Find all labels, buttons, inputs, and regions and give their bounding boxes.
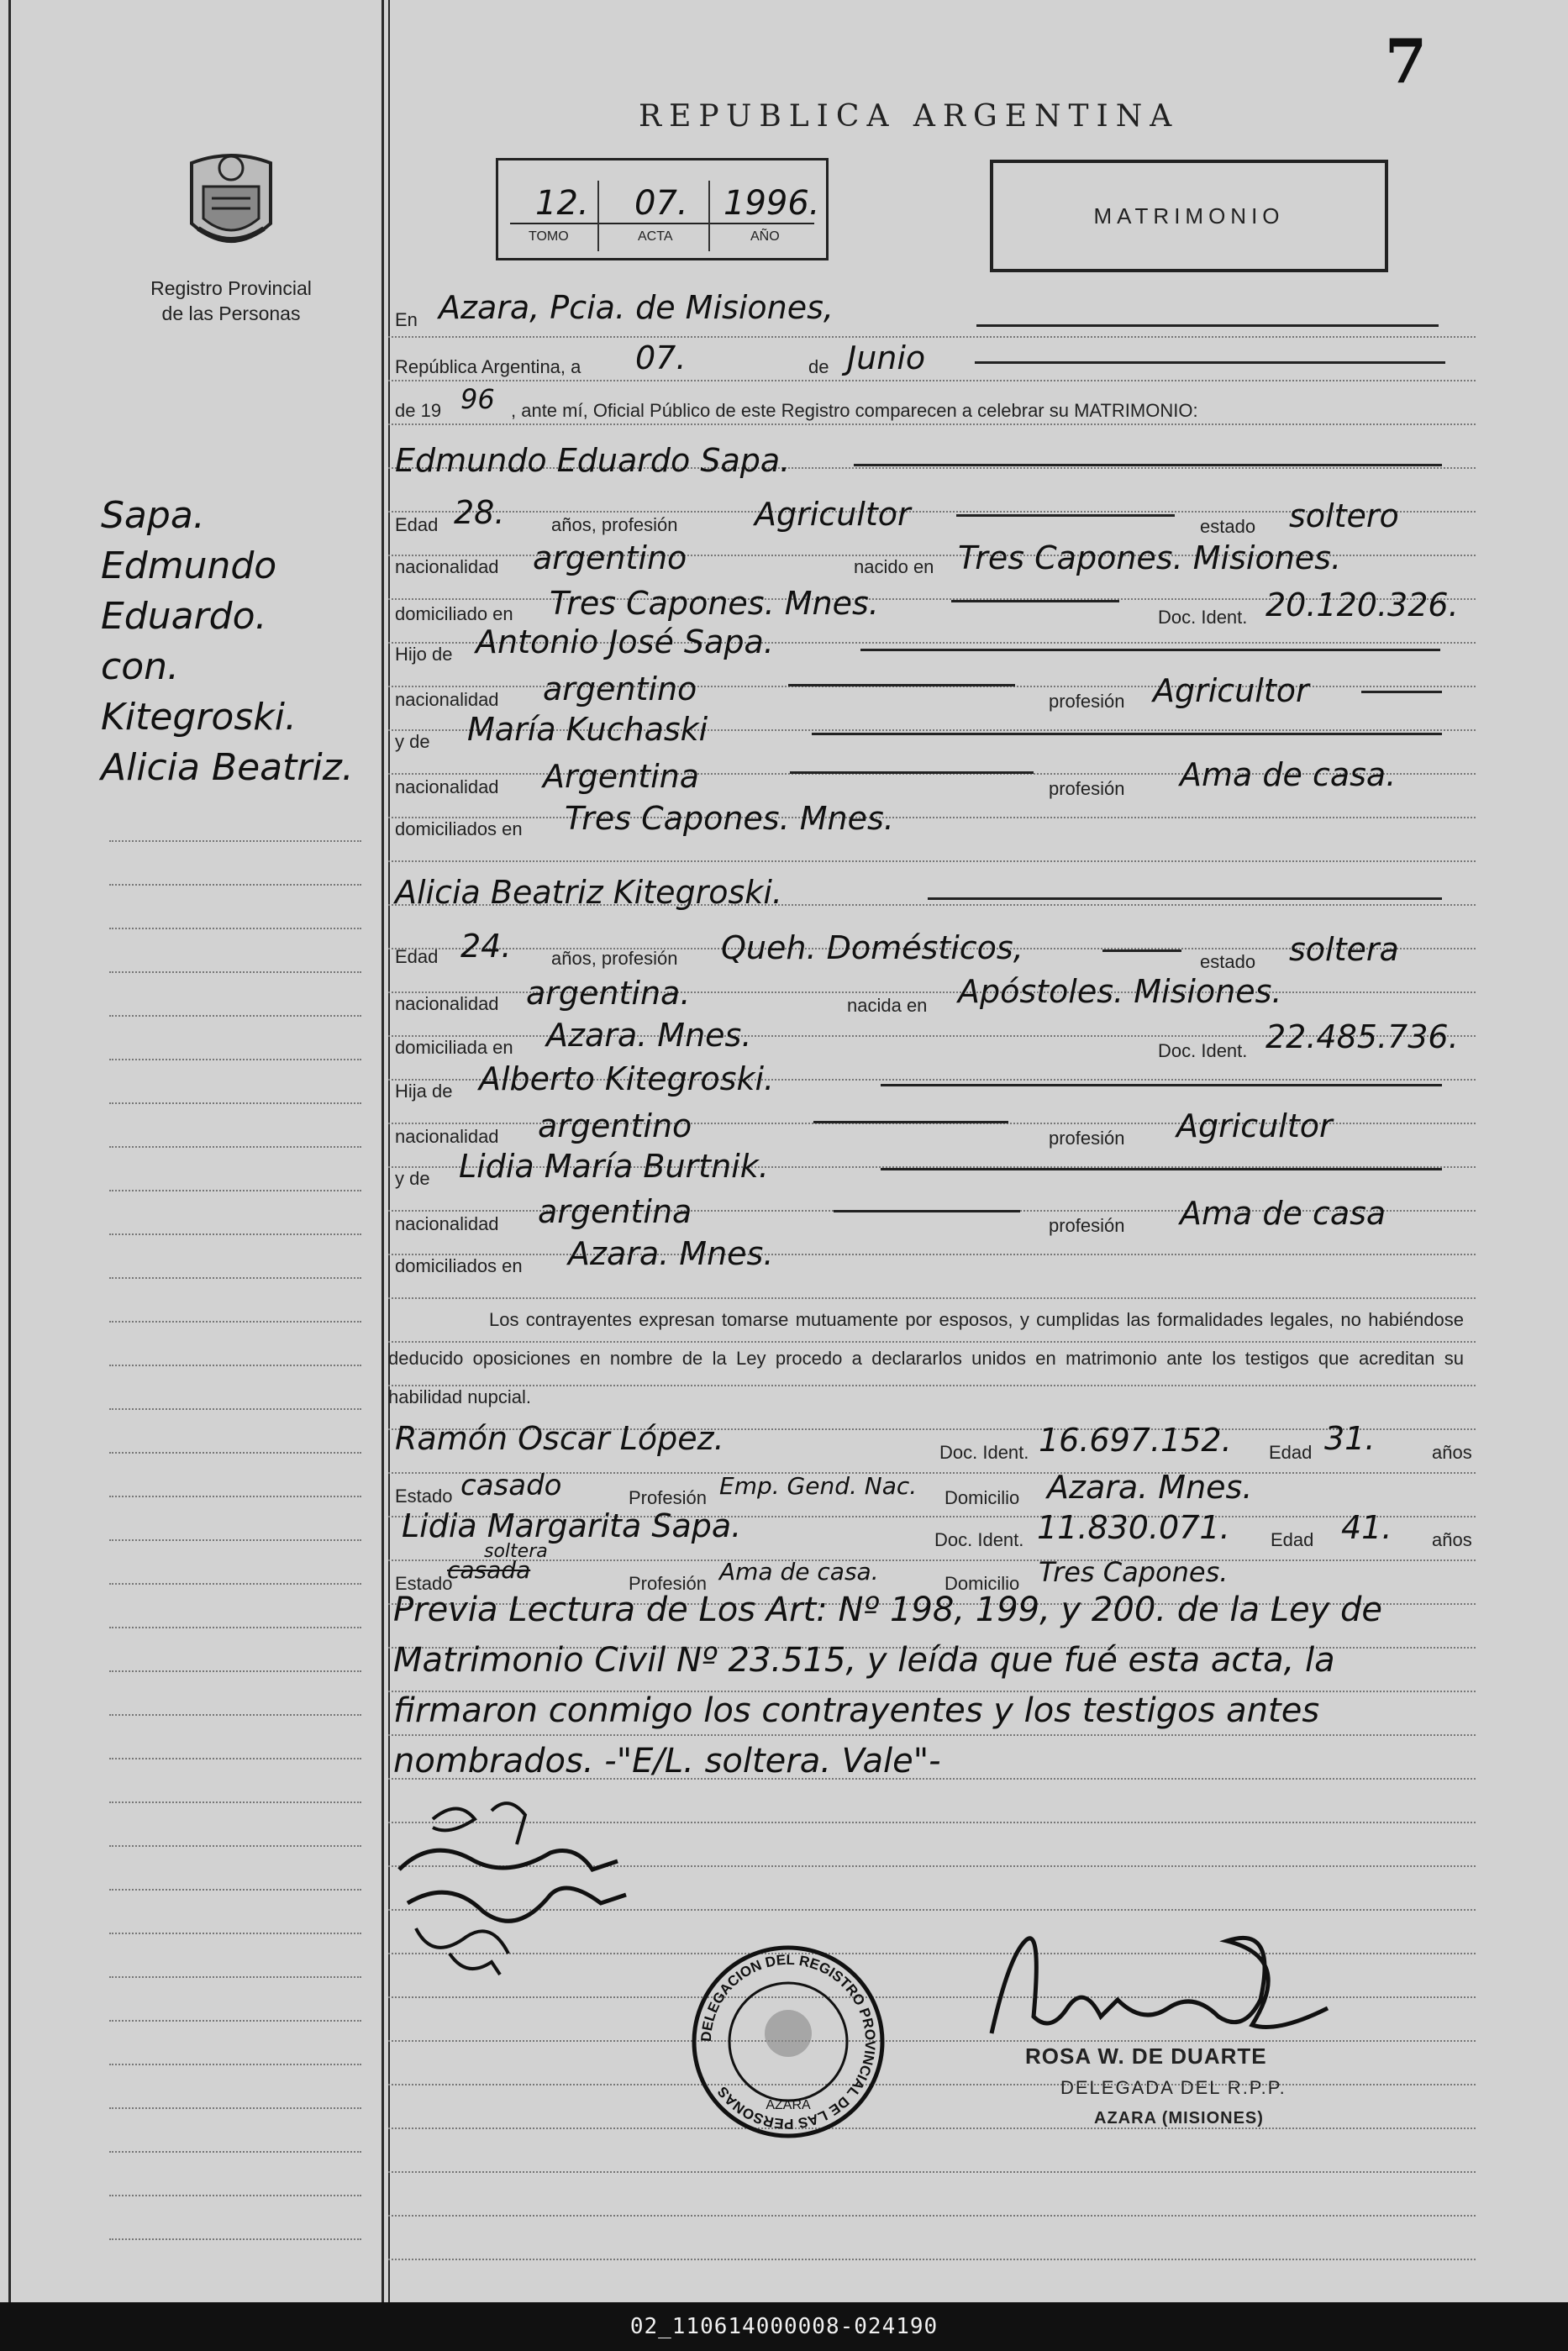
margin-ruled-line	[109, 1845, 361, 1847]
witness-1-age: 31.	[1324, 1420, 1376, 1457]
groom-parents-domicile: Tres Capones. Mnes.	[565, 800, 894, 837]
groom-father: Antonio José Sapa.	[476, 623, 774, 660]
groom-mother-label: y de	[395, 731, 430, 752]
witness-2-status: soltera	[484, 1541, 548, 1562]
groom-domicile: Tres Capones. Mnes.	[550, 585, 879, 622]
witness-2-doc-label: Doc. Ident.	[934, 1529, 1024, 1550]
fill-dash	[881, 1168, 1442, 1170]
fill-dash	[951, 600, 1119, 602]
groom-nationality-label: nacionalidad	[395, 556, 499, 577]
groom-parents-domicile-label: domiciliados en	[395, 818, 523, 839]
provincial-seal-icon	[187, 148, 276, 257]
groom-name: Edmundo Eduardo Sapa.	[395, 442, 791, 479]
ruled-line	[388, 860, 1476, 862]
ruled-line	[388, 2215, 1476, 2217]
fill-dash	[956, 514, 1175, 517]
day-value: 07.	[635, 339, 687, 376]
margin-ruled-line	[109, 1190, 361, 1191]
margin-note-line: Kitegroski.	[101, 696, 297, 739]
bride-doc-label: Doc. Ident.	[1158, 1040, 1248, 1061]
registry-line-1: Registro Provincial	[150, 277, 312, 299]
ruled-line	[388, 380, 1476, 381]
groom-mother-nationality-label: nacionalidad	[395, 776, 499, 797]
margin-ruled-line	[109, 971, 361, 973]
margin-ruled-line	[109, 1146, 361, 1148]
bride-father-profession-label: profesión	[1049, 1128, 1125, 1149]
year-prefix-label: de 19	[395, 400, 442, 421]
bride-domicile: Azara. Mnes.	[546, 1017, 752, 1054]
ruled-line	[388, 1297, 1476, 1299]
ruled-line	[388, 817, 1476, 818]
margin-ruled-line	[109, 1408, 361, 1410]
bride-father-nationality: argentino	[538, 1107, 692, 1144]
witness-1-status-label: Estado	[395, 1486, 453, 1507]
margin-ruled-line	[109, 1583, 361, 1585]
fill-dash	[790, 771, 1034, 774]
ruled-line	[388, 2259, 1476, 2260]
en-label: En	[395, 309, 418, 330]
margin-ruled-line	[109, 1627, 361, 1628]
closing-note: Previa Lectura de Los Art: Nº 198, 199, y 200. de la Ley de Matrimonio Civil Nº 23.515, y leída que fué esta acta, la firmaron conmigo los contrayentes y los testigos antes nombrados. -"E/L. soltera. Vale"-	[393, 1591, 1383, 1780]
groom-age-label: Edad	[395, 514, 439, 535]
witness-2-profession-label: Profesión	[629, 1573, 707, 1594]
declaration-paragraph: Los contrayentes expresan tomarse mutuamente por esposos, y cumplidas las formalidades legales, no habiéndose deducido oposiciones en nombre de la Ley procedo a declararlos unidos en matrimonio ante los testigos que acreditan su habilidad nupcial.	[388, 1309, 1464, 1407]
bride-parents-domicile-label: domiciliados en	[395, 1255, 523, 1276]
witness-2-status-label: Estado	[395, 1573, 453, 1594]
witness-1-profession: Emp. Gend. Nac.	[719, 1472, 918, 1500]
witness-2-profession: Ama de casa.	[719, 1558, 879, 1586]
fill-dash	[834, 1210, 1020, 1212]
bride-birthplace: Apóstoles. Misiones.	[958, 973, 1282, 1010]
margin-ruled-line	[109, 1976, 361, 1978]
groom-birthplace-label: nacido en	[854, 556, 934, 577]
margin-ruled-line	[109, 1059, 361, 1060]
bride-mother-label: y de	[395, 1168, 430, 1189]
margin-ruled-line	[109, 1277, 361, 1279]
witness-1-status: casado	[460, 1469, 562, 1502]
bride-doc: 22.485.736.	[1265, 1018, 1459, 1055]
registry-line-2: de las Personas	[161, 302, 301, 324]
witness-1-domicile: Azara. Mnes.	[1047, 1469, 1253, 1506]
witness-1-years-label: años	[1432, 1442, 1472, 1463]
margin-ruled-line	[109, 1933, 361, 1934]
bride-father-profession: Agricultor	[1176, 1107, 1333, 1144]
witness-1-domicile-label: Domicilio	[944, 1487, 1020, 1508]
groom-status: soltero	[1289, 497, 1399, 534]
delegation-stamp-icon	[687, 1941, 889, 2143]
margin-ruled-line	[109, 1365, 361, 1366]
groom-doc-label: Doc. Ident.	[1158, 607, 1248, 628]
witness-2-status-struck: casada	[447, 1556, 531, 1584]
bride-name: Alicia Beatriz Kitegroski.	[395, 874, 782, 911]
margin-ruled-line	[109, 2238, 361, 2240]
bride-status-label: estado	[1200, 951, 1256, 972]
groom-father-label: Hijo de	[395, 644, 453, 665]
margin-ruled-line	[109, 1801, 361, 1803]
acta-label: ACTA	[638, 229, 673, 244]
officer-role: DELEGADA DEL R.P.P.	[1060, 2077, 1286, 2098]
margin-ruled-line	[109, 2107, 361, 2109]
bride-parents-domicile: Azara. Mnes.	[568, 1235, 774, 1272]
bride-domicile-label: domiciliada en	[395, 1037, 513, 1058]
margin-ruled-line	[109, 1321, 361, 1323]
reference-box	[496, 158, 829, 260]
act-type-box: MATRIMONIO	[990, 160, 1388, 272]
month-value: Junio	[847, 339, 926, 376]
margin-ruled-line	[109, 1102, 361, 1104]
fill-dash	[812, 733, 1442, 735]
margin-ruled-line	[109, 2064, 361, 2065]
witness-1-profession-label: Profesión	[629, 1487, 707, 1508]
margin-ruled-line	[109, 1670, 361, 1672]
groom-nationality: argentino	[533, 539, 687, 576]
bride-nationality-label: nacionalidad	[395, 993, 499, 1014]
bride-status: soltera	[1289, 931, 1399, 968]
margin-note-line: Alicia Beatriz.	[101, 746, 354, 789]
witness-1-doc-label: Doc. Ident.	[939, 1442, 1029, 1463]
officer-name: ROSA W. DE DUARTE	[1025, 2043, 1267, 2069]
left-page-edge	[8, 0, 11, 2302]
bride-father: Alberto Kitegroski.	[479, 1060, 775, 1097]
bride-mother-profession-label: profesión	[1049, 1215, 1125, 1236]
witness-2-age-label: Edad	[1271, 1529, 1314, 1550]
month-de-label: de	[808, 356, 829, 377]
stamp-text: DELEGACION DEL REGISTRO PROVINCIAL DE LAS PERSONAS	[697, 1951, 879, 2133]
reference-underline	[510, 223, 814, 224]
bride-nationality: argentina.	[526, 975, 691, 1012]
fill-dash	[1361, 691, 1442, 693]
groom-mother-nationality: Argentina	[543, 758, 700, 795]
registry-name	[126, 276, 336, 326]
stamp-place: AZARA	[766, 2098, 811, 2112]
margin-ruled-line	[109, 2020, 361, 2022]
fill-dash	[975, 361, 1445, 364]
groom-mother: María Kuchaski	[467, 711, 708, 748]
witness-2-domicile: Tres Capones.	[1039, 1556, 1229, 1588]
witness-2-years-label: años	[1432, 1529, 1472, 1550]
witness-1-name: Ramón Oscar López.	[395, 1420, 724, 1457]
ano-value: 1996.	[723, 184, 820, 223]
groom-domicile-label: domiciliado en	[395, 603, 513, 624]
signatures-group	[382, 1794, 643, 1987]
margin-note	[101, 491, 354, 793]
groom-father-nationality-label: nacionalidad	[395, 689, 499, 710]
ruled-line	[388, 1559, 1476, 1561]
margin-ruled-line	[109, 928, 361, 929]
ruled-line	[388, 2084, 1476, 2085]
bride-mother: Lidia María Burtnik.	[459, 1148, 769, 1185]
groom-profession: Agricultor	[755, 496, 911, 533]
margin-ruled-line	[109, 1758, 361, 1759]
witness-2-domicile-label: Domicilio	[944, 1573, 1020, 1594]
reference-separator	[597, 181, 599, 251]
groom-mother-profession-label: profesión	[1049, 778, 1125, 799]
margin-ruled-line	[109, 1714, 361, 1716]
groom-profession-label: años, profesión	[551, 514, 678, 535]
margin-ruled-line	[109, 840, 361, 842]
margin-ruled-line	[109, 1233, 361, 1235]
margin-ruled-line	[109, 1539, 361, 1541]
ruled-line	[388, 1254, 1476, 1255]
bride-birthplace-label: nacida en	[847, 995, 928, 1016]
bride-age-label: Edad	[395, 946, 439, 967]
groom-father-nationality: argentino	[543, 671, 697, 707]
witness-2-doc: 11.830.071.	[1037, 1509, 1230, 1546]
fill-dash	[1102, 949, 1181, 952]
ruled-line	[388, 2171, 1476, 2173]
fill-dash	[854, 464, 1442, 466]
witness-2-age: 41.	[1341, 1509, 1392, 1546]
witness-2-name: Lidia Margarita Sapa.	[402, 1507, 742, 1544]
bride-age: 24.	[460, 928, 512, 965]
margin-ruled-line	[109, 2151, 361, 2153]
fill-dash	[928, 897, 1442, 900]
republic-label: República Argentina, a	[395, 356, 581, 377]
margin-note-line: con.	[101, 645, 179, 688]
groom-mother-profession: Ama de casa.	[1180, 756, 1397, 793]
fill-dash	[788, 684, 1015, 686]
witness-1-age-label: Edad	[1269, 1442, 1313, 1463]
groom-age: 28.	[454, 494, 505, 531]
groom-birthplace: Tres Capones. Misiones.	[958, 539, 1342, 576]
groom-father-profession-label: profesión	[1049, 691, 1125, 712]
bride-mother-profession: Ama de casa	[1180, 1195, 1386, 1232]
margin-ruled-line	[109, 1496, 361, 1497]
fill-dash	[976, 324, 1439, 327]
margin-ruled-line	[109, 884, 361, 886]
groom-doc: 20.120.326.	[1265, 586, 1459, 623]
ruled-line	[388, 423, 1476, 425]
scan-footer-id: 02_110614000008-024190	[0, 2302, 1568, 2351]
margin-note-line: Eduardo.	[101, 595, 267, 638]
groom-status-label: estado	[1200, 516, 1256, 537]
margin-note-line: Sapa.	[101, 494, 205, 537]
fill-dash	[881, 1084, 1442, 1086]
tomo-label: TOMO	[529, 229, 569, 244]
fill-dash	[860, 649, 1440, 651]
page-number: 7	[1385, 25, 1428, 97]
reference-separator	[708, 181, 710, 251]
document-header: REPUBLICA ARGENTINA	[639, 99, 1180, 134]
intro-sentence: , ante mí, Oficial Público de este Registro comparecen a celebrar su MATRIMONIO:	[511, 400, 1198, 421]
margin-ruled-line	[109, 1452, 361, 1454]
bride-mother-nationality: argentina	[538, 1193, 692, 1230]
bride-profession: Queh. Domésticos,	[721, 929, 1023, 966]
margin-ruled-line	[109, 2195, 361, 2196]
ruled-line	[388, 336, 1476, 338]
ano-label: AÑO	[750, 229, 780, 244]
tomo-value: 12.	[535, 184, 589, 223]
margin-note-line: Edmundo	[101, 544, 277, 587]
ruled-line	[388, 2127, 1476, 2129]
bride-mother-nationality-label: nacionalidad	[395, 1213, 499, 1234]
groom-father-profession: Agricultor	[1153, 672, 1309, 709]
bride-profession-label: años, profesión	[551, 948, 678, 969]
witness-1-doc: 16.697.152.	[1039, 1422, 1232, 1459]
officer-place: AZARA (MISIONES)	[1094, 2109, 1264, 2127]
bride-father-label: Hija de	[395, 1081, 453, 1102]
margin-ruled-line	[109, 1015, 361, 1017]
place-value: Azara, Pcia. de Misiones,	[439, 289, 834, 326]
year-suffix-value: 96	[460, 383, 495, 415]
fill-dash	[813, 1121, 1008, 1123]
acta-value: 07.	[634, 184, 688, 223]
bride-father-nationality-label: nacionalidad	[395, 1126, 499, 1147]
margin-ruled-line	[109, 1889, 361, 1891]
